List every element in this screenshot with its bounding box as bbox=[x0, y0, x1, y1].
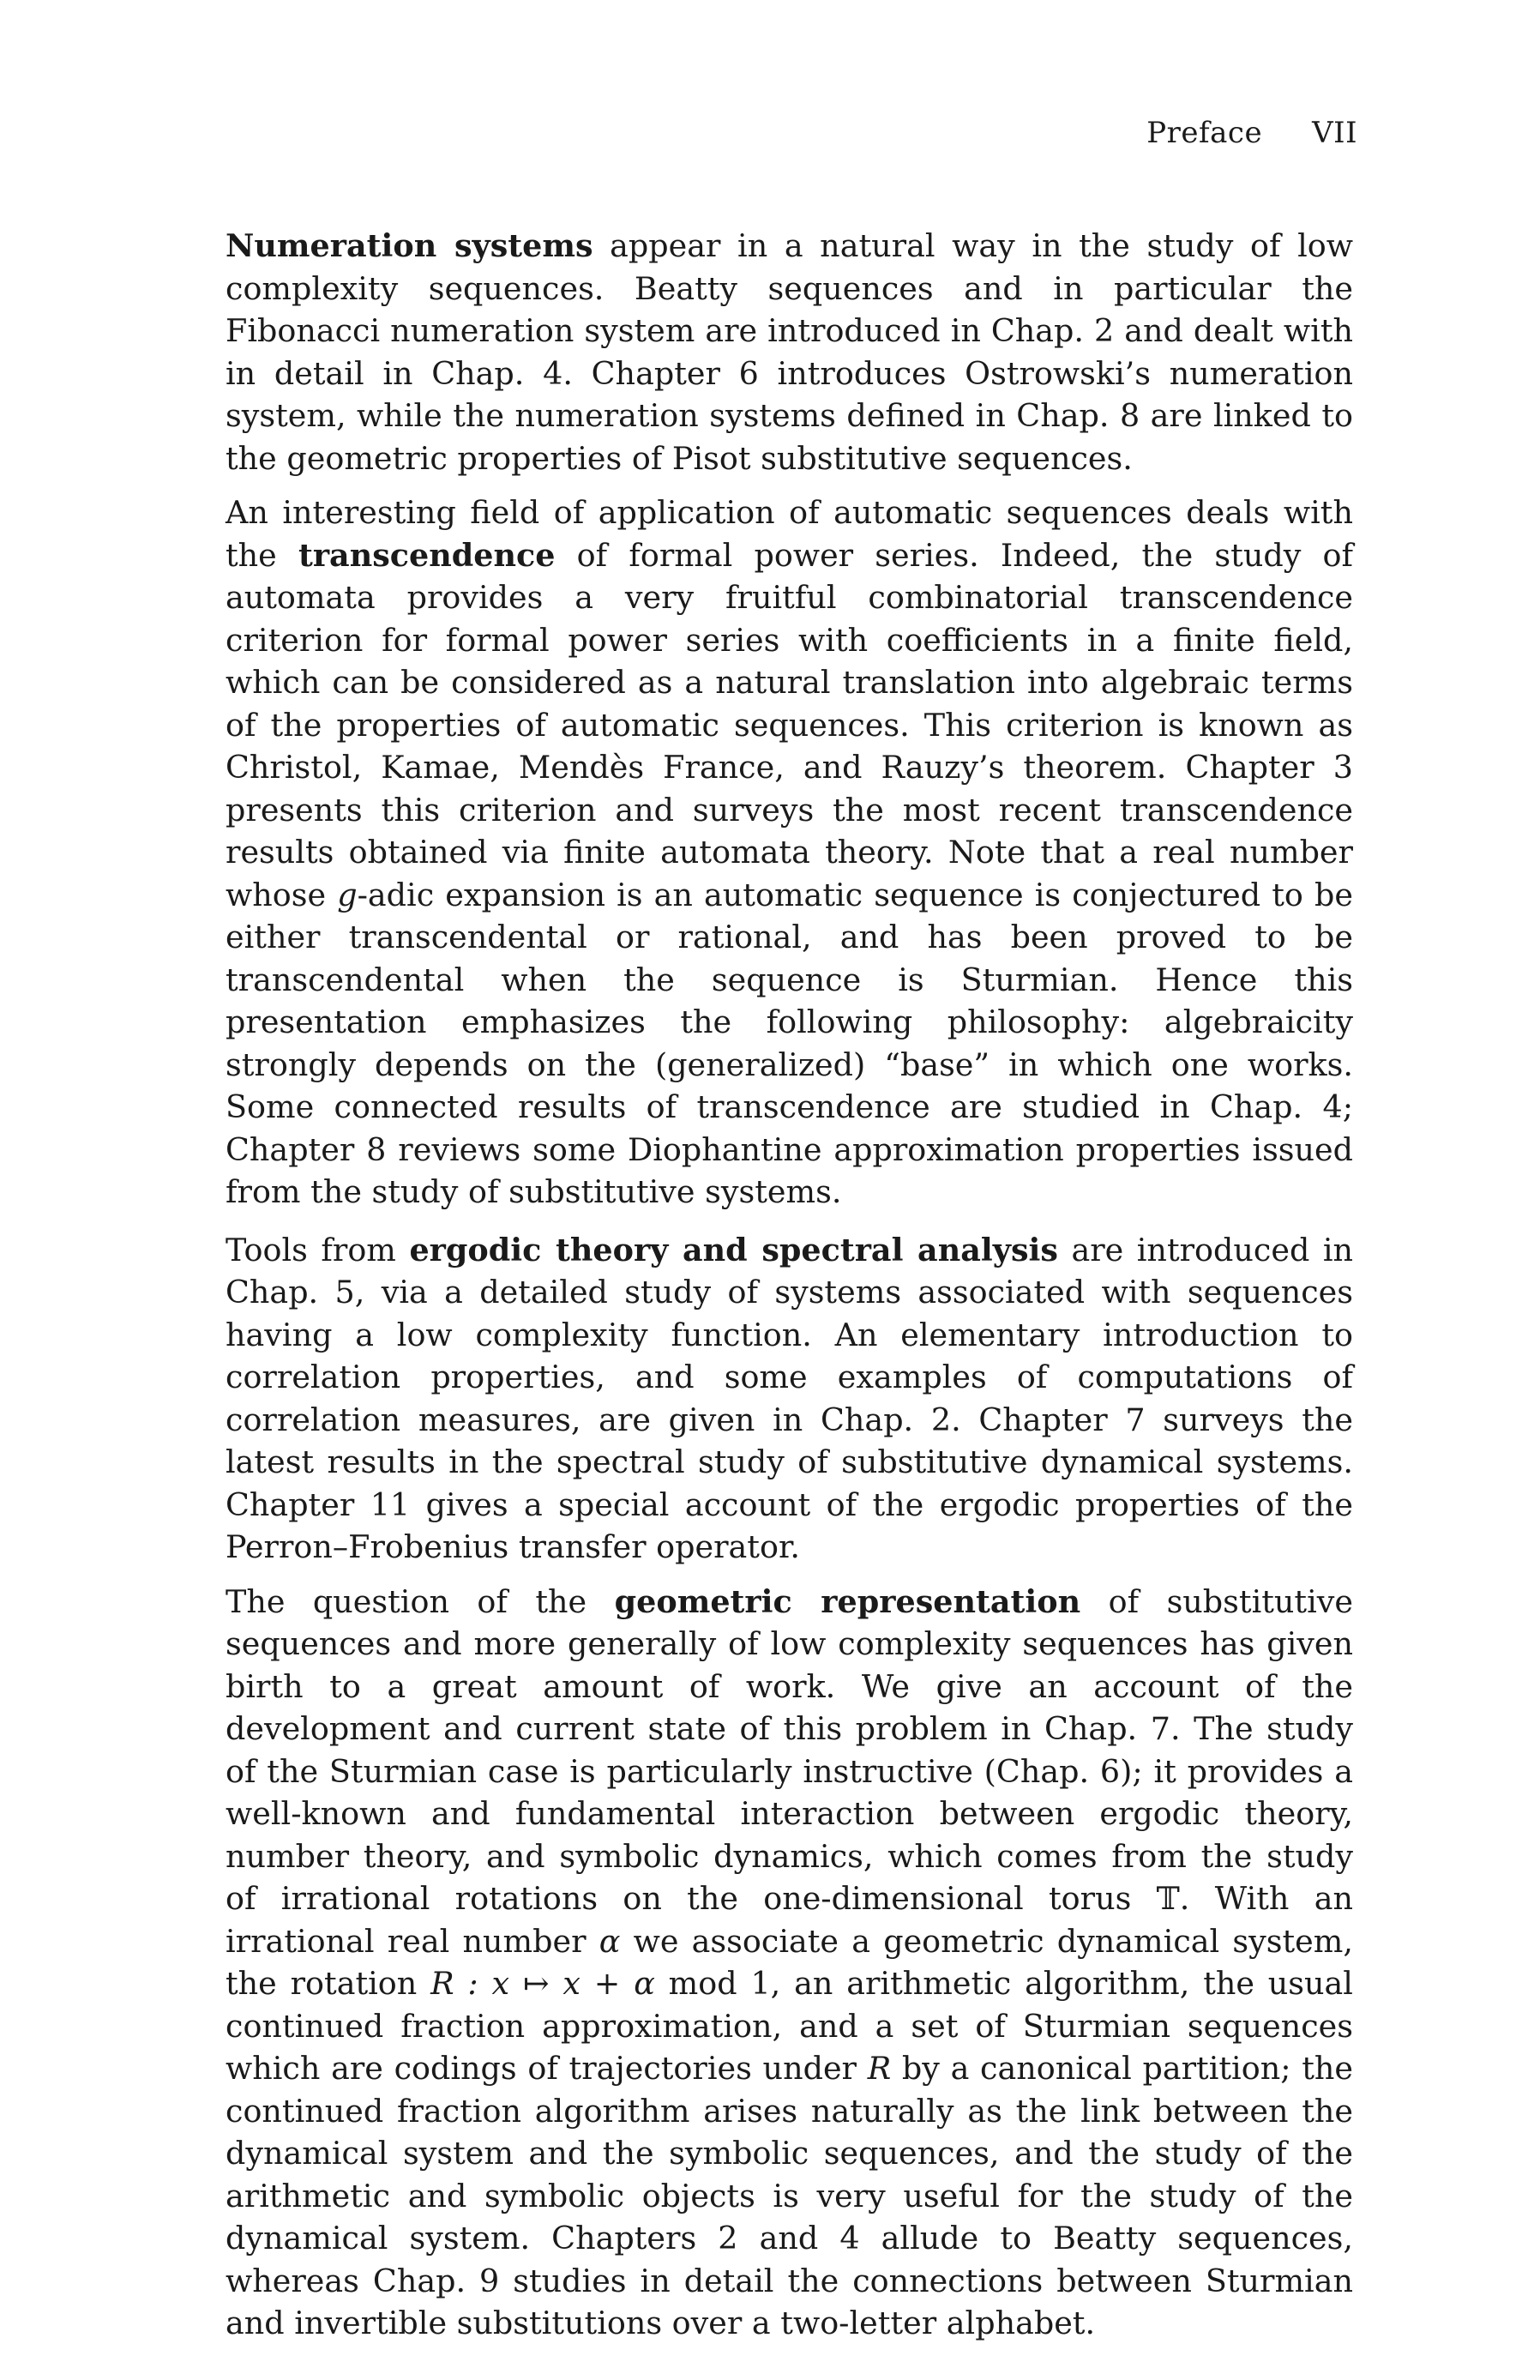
body-text bbox=[226, 225, 1353, 2357]
paragraph-text: -adic expansion is an automatic sequence is conjectured to be either transcendental or rational, and has been proved to be transcendental when the sequence is Sturmian. Hence this presentation emphasizes the following philosophy: algebraicity strongly depends on the (generalized) “base” in which one works. Some connected results of transcendence are studied in Chap. 4; Chapter 8 reviews some Diophantine approximation properties issued from the study of substitutive systems. bbox=[226, 876, 1353, 1210]
paragraph-text: of substitutive sequences and more generally of low complexity sequences has given birth to a great amount of work. We give an account of the development and current state of this problem in Chap. 7. The study of the Sturmian case is particularly instructive (Chap. 6); it provides a well-known and fundamental interaction between ergodic theory, number theory, and symbolic dynamics, which comes from the study of irrational rotations on the one-dimensional torus 𝕋. With an irrational real number bbox=[226, 1582, 1353, 1960]
paragraph-text: Tools from bbox=[226, 1231, 410, 1268]
paragraph-transcendence bbox=[226, 491, 1353, 1214]
math-symbol: R bbox=[867, 2050, 892, 2087]
paragraph-ergodic-theory bbox=[226, 1229, 1353, 1569]
paragraph-text: mod 1, an arithmetic algorithm, the usual continued fraction approximation, and a set of Sturmian sequences which are codings of trajectories under bbox=[226, 1965, 1353, 2087]
bold-term: Numeration systems bbox=[226, 227, 593, 264]
section-title: Preface bbox=[1146, 116, 1263, 150]
paragraph-text: An interesting field of application of automatic sequences deals with the bbox=[226, 494, 1353, 574]
paragraph-text: of formal power series. Indeed, the study of automata provides a very fruitful combinatorial transcendence criterion for formal power series with coefficients in a finite field, which can be considered as a natural translation into algebraic terms of the properties of automatic sequences. This criterion is known as Christol, Kamae, Mendès France, and Rauzy’s theorem. Chapter 3 presents this criterion and surveys the most recent transcendence results obtained via finite automata theory. Note that a real number whose bbox=[226, 536, 1353, 913]
paragraph-geometric-representation bbox=[226, 1581, 1353, 2345]
paragraph-text: are introduced in Chap. 5, via a detailed study of systems associated with sequences having a low complexity function. An elementary introduction to correlation properties, and some examples of computations of correlation measures, are given in Chap. 2. Chapter 7 surveys the latest results in the spectral study of substitutive dynamical systems. Chapter 11 gives a special account of the ergodic properties of the Perron–Frobenius transfer operator. bbox=[226, 1231, 1354, 1565]
paragraph-text: The question of the bbox=[226, 1582, 615, 1620]
bold-term: geometric representation bbox=[614, 1582, 1081, 1620]
running-header bbox=[1146, 116, 1357, 150]
math-expression: R : x ↦ x + α bbox=[430, 1965, 655, 2002]
math-symbol: g bbox=[337, 876, 358, 913]
paragraph-numeration-systems bbox=[226, 225, 1353, 479]
paragraph-text: appear in a natural way in the study of low complexity sequences. Beatty sequences and in particular the Fibonacci numeration system are introduced in Chap. 2 and dealt with in detail in Chap. 4. Chapter 6 introduces Ostrowski’s numeration system, while the numeration systems defined in Chap. 8 are linked to the geometric properties of Pisot substitutive sequences. bbox=[226, 227, 1353, 477]
page-number: VII bbox=[1312, 116, 1357, 150]
paragraph-text: we associate a geometric dynamical system, the rotation bbox=[226, 1922, 1353, 2002]
math-symbol: α bbox=[599, 1922, 621, 1960]
bold-term: ergodic theory and spectral analysis bbox=[409, 1231, 1058, 1268]
paragraph-text: by a canonical partition; the continued fraction algorithm arises naturally as the link between the dynamical system and the symbolic sequences, and the study of the arithmetic and symbolic objects is very useful for the study of the dynamical system. Chapters 2 and 4 allude to Beatty sequences, whereas Chap. 9 studies in detail the connections between Sturmian and invertible substitutions over a two-letter alphabet. bbox=[226, 2050, 1353, 2341]
bold-term: transcendence bbox=[298, 536, 556, 574]
